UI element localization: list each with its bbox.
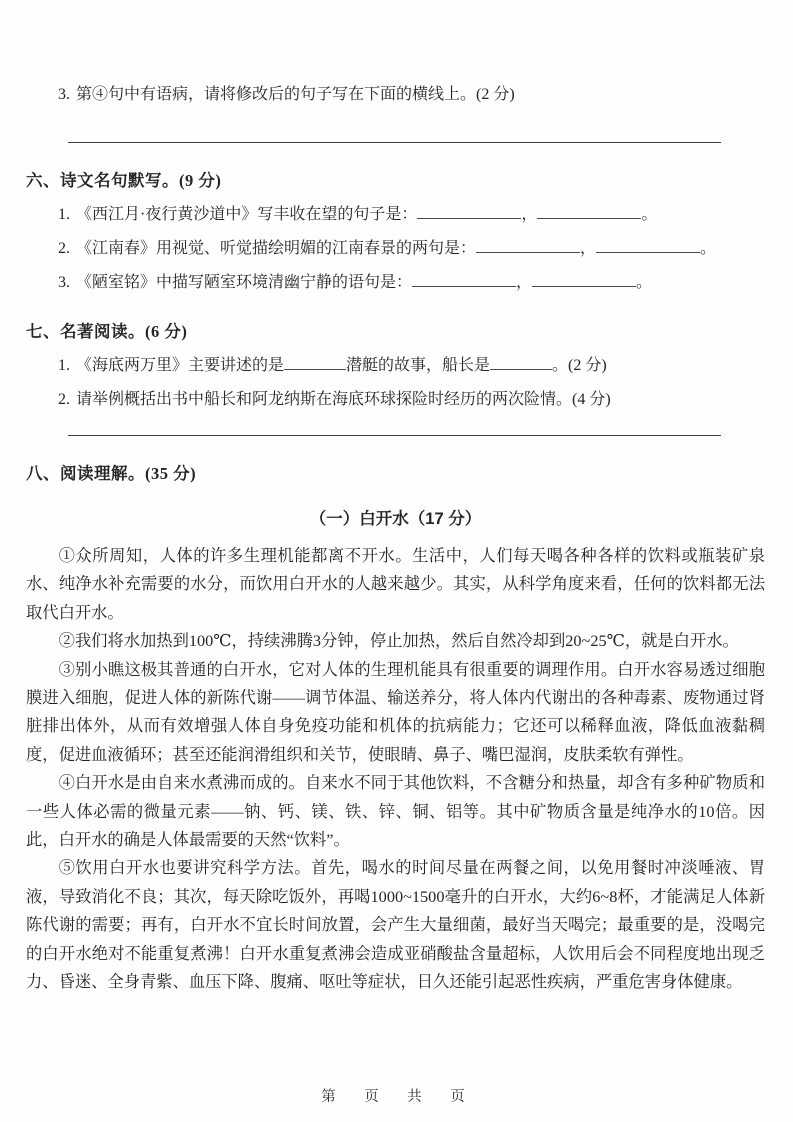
answer-blank — [412, 273, 516, 287]
answer-blank — [490, 356, 552, 370]
answer-write-line — [68, 435, 721, 436]
answer-blank — [596, 239, 700, 253]
section-8-score: (35 分) — [145, 464, 197, 483]
question-number: 3. — [58, 274, 70, 291]
section-7-score: (6 分) — [145, 322, 188, 341]
question-revise-sentence — [58, 84, 765, 106]
question-text: 第④句中有语病，请将修改后的句子写在下面的横线上。 — [76, 86, 477, 103]
book-question-2 — [58, 388, 765, 411]
section-6-score: (9 分) — [179, 171, 222, 190]
answer-blank — [417, 205, 521, 219]
passage-body — [26, 542, 765, 997]
question-text: 《海底两万里》主要讲述的是 — [76, 357, 285, 374]
question-number: 1. — [58, 206, 70, 223]
passage-paragraph: ②我们将水加热到100℃，持续沸腾3分钟，停止加热，然后自然冷却到20~25℃，就是白开水。 — [58, 631, 739, 651]
question-score: (2 分) — [568, 357, 607, 374]
section-7-title: 七、名著阅读。 — [26, 323, 145, 341]
dictation-question-3 — [58, 271, 765, 294]
answer-blank — [537, 205, 641, 219]
period: 。 — [636, 274, 653, 291]
comma: ， — [521, 206, 538, 223]
passage-paragraph: ③别小瞧这极其普通的白开水，它对人体的生理机能具有很重要的调理作用。白开水容易透过细胞膜进入细胞，促进人体的新陈代谢——调节体温、输送养分，将人体内代谢出的各种毒素、废物通过肾脏排出体外，从而有效增强人体自身免疫功能和机体的抗病能力；它还可以稀释血液，降低血液黏稠度，促进血液循环；甚至还能润滑组织和关节，使眼睛、鼻子、嘴巴湿润，皮肤柔软有弹性。 — [26, 659, 765, 764]
answer-write-line — [68, 142, 721, 143]
answer-blank — [532, 273, 636, 287]
passage-paragraph: ④白开水是由自来水煮沸而成的。自来水不同于其他饮料，不含糖分和热量，却含有多种矿物质和一些人体必需的微量元素——钠、钙、镁、铁、锌、铜、铝等。其中矿物质含量是纯净水的10倍。因此，白开水的确是人体最需要的天然“饮料”。 — [26, 773, 765, 850]
comma: ， — [580, 240, 597, 257]
page-footer: 第 页 共 页 — [321, 1089, 472, 1105]
question-text: 《江南春》用视觉、听觉描绘明媚的江南春景的两句是： — [76, 240, 477, 257]
dictation-question-2 — [58, 237, 765, 260]
question-number: 1. — [58, 357, 70, 374]
question-score: (4 分) — [572, 391, 611, 408]
section-6-header — [26, 170, 765, 192]
question-text: 潜艇的故事，船长是 — [346, 357, 491, 374]
period: 。 — [700, 240, 717, 257]
section-8-title: 八、阅读理解。 — [26, 465, 145, 483]
period: 。 — [552, 357, 569, 374]
question-number: 2. — [58, 391, 70, 408]
dictation-question-1 — [58, 203, 765, 226]
answer-blank — [476, 239, 580, 253]
section-8-header — [26, 463, 765, 485]
question-score: (2 分) — [476, 86, 515, 103]
question-text: 《西江月·夜行黄沙道中》写丰收在望的句子是： — [76, 206, 418, 223]
book-question-1 — [58, 354, 765, 377]
comma: ， — [516, 274, 533, 291]
section-7-header — [26, 321, 765, 343]
question-text: 《陋室铭》中描写陋室环境清幽宁静的语句是： — [76, 274, 413, 291]
section-6-title: 六、诗文名句默写。 — [26, 172, 179, 190]
question-text: 请举例概括出书中船长和阿龙纳斯在海底环球探险时经历的两次险情。 — [76, 391, 573, 408]
passage-paragraph: ⑤饮用白开水也要讲究科学方法。首先，喝水的时间尽量在两餐之间，以免用餐时冲淡唾液、胃液，导致消化不良；其次，每天除吃饭外，再喝1000~1500毫升的白开水，大约6~8杯，才能满足人体新陈代谢的需要；再有，白开水不宜长时间放置，会产生大量细菌，最好当天喝完；最重要的是，没喝完的白开水绝对不能重复煮沸！白开水重复煮沸会造成亚硝酸盐含量超标，人饮用后会不同程度地出现乏力、昏迷、全身青紫、血压下降、腹痛、呕吐等症状，日久还能引起恶性疾病，严重危害身体健康。 — [26, 858, 765, 992]
passage-paragraph: ①众所周知，人体的许多生理机能都离不开水。生活中，人们每天喝各种各样的饮料或瓶装矿泉水、纯净水补充需要的水分，而饮用白开水的人越来越少。其实，从科学角度来看，任何的饮料都无法取代白开水。 — [26, 546, 765, 622]
question-number: 3. — [58, 86, 70, 103]
passage-title: （一）白开水（17 分） — [309, 510, 482, 528]
period: 。 — [641, 206, 658, 223]
answer-blank — [284, 356, 346, 370]
question-number: 2. — [58, 240, 70, 257]
